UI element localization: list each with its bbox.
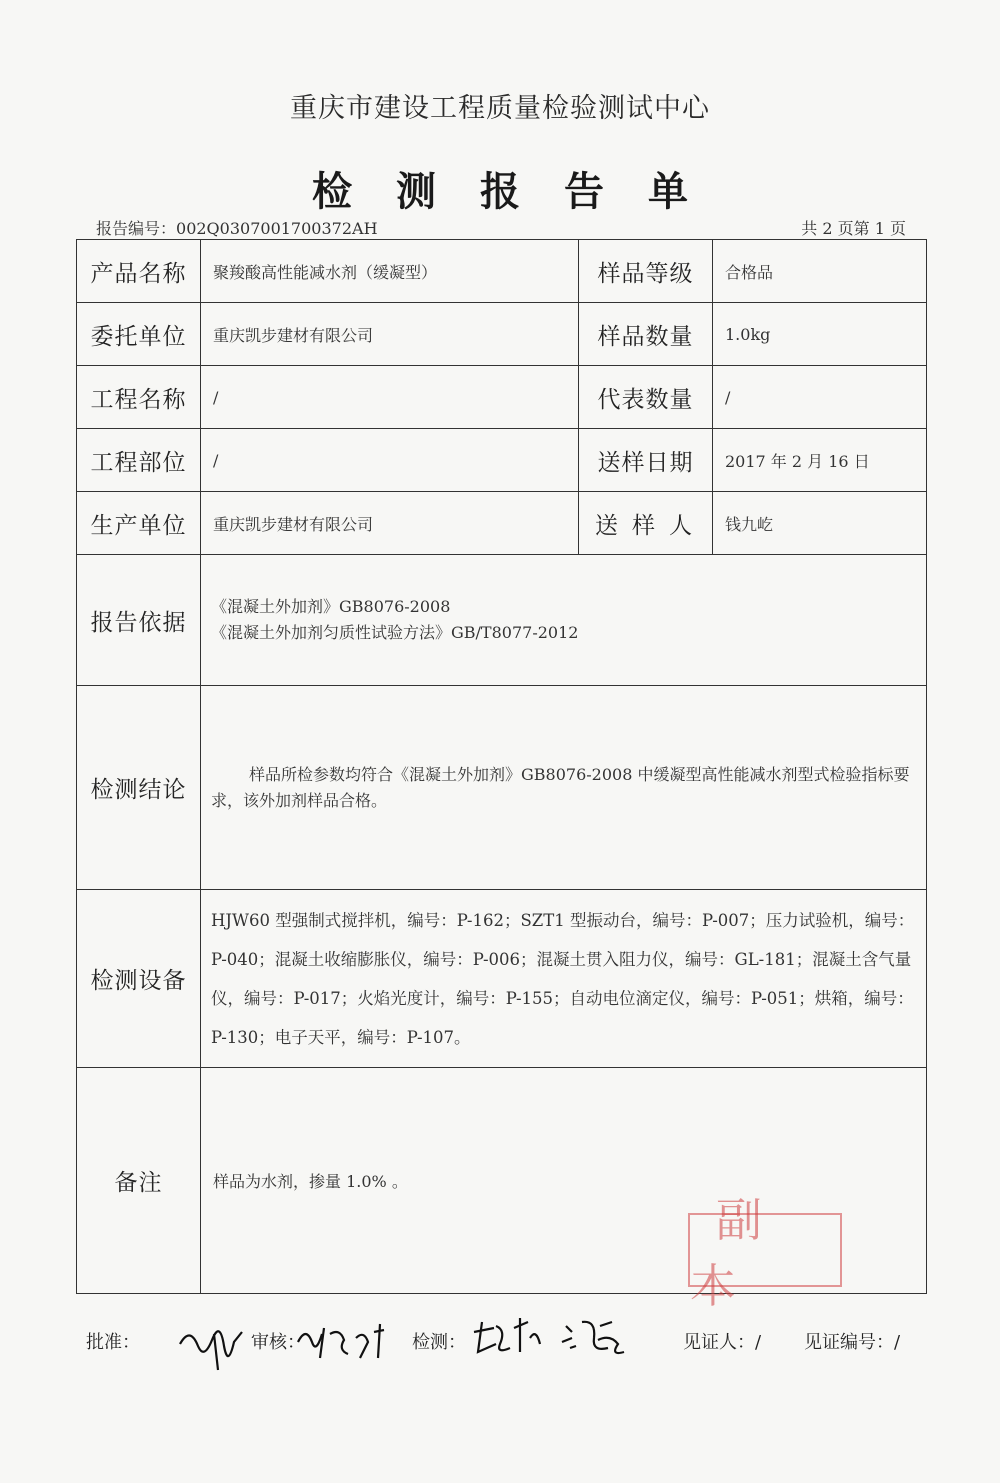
delivery-date-value: 2017 年 2 月 16 日: [713, 429, 927, 492]
delivery-date-label: 送样日期: [579, 429, 713, 492]
remarks-text: 样品为水剂，掺量 1.0% 。: [201, 1068, 927, 1294]
approve-label: 批准：: [86, 1332, 140, 1353]
sample-grade-value: 合格品: [713, 240, 927, 303]
signature-line: [86, 1328, 926, 1368]
project-name-value: /: [201, 366, 579, 429]
conclusion-text: 样品所检参数均符合《混凝土外加剂》GB8076-2008 中缓凝型高性能减水剂型式检验指标要求，该外加剂样品合格。: [201, 686, 927, 890]
basis-line-2: 《混凝土外加剂匀质性试验方法》GB/T8077-2012: [211, 623, 579, 642]
review-signature-icon: [294, 1318, 404, 1368]
project-name-label: 工程名称: [77, 366, 201, 429]
equipment-text: HJW60 型强制式搅拌机，编号：P-162；SZT1 型振动台，编号：P-007；压力试验机，编号：P-040；混凝土收缩膨胀仪，编号：P-006；混凝土贯入阻力仪，编号：GL-181；混凝土含气量仪，编号：P-017；火焰光度计，编号：P-155；自动电位滴定仪，编号：P-051；烘箱，编号：P-130；电子天平，编号：P-107。: [201, 890, 927, 1068]
organization-name: 重庆市建设工程质量检验测试中心: [290, 93, 710, 124]
test-signature-icon: [470, 1312, 650, 1372]
rep-qty-label: 代表数量: [579, 366, 713, 429]
witness-number-label: 见证编号：/: [804, 1332, 901, 1353]
basis-content: [201, 555, 927, 686]
row-conclusion: [77, 686, 927, 890]
copy-stamp: 副本: [688, 1213, 842, 1287]
sample-grade-label: 样品等级: [579, 240, 713, 303]
row-basis: [77, 555, 927, 686]
manufacturer-value: 重庆凯步建材有限公司: [201, 492, 579, 555]
row-project-part: [77, 429, 927, 492]
manufacturer-label: 生产单位: [77, 492, 201, 555]
row-equipment: [77, 890, 927, 1068]
client-label: 委托单位: [77, 303, 201, 366]
report-number: [96, 216, 378, 239]
approve-signature-icon: [174, 1314, 254, 1374]
sender-label: 送样人: [579, 492, 713, 555]
report-number-value: 002Q0307001700372AH: [176, 219, 378, 238]
sample-qty-value: 1.0kg: [713, 303, 927, 366]
row-project-name: [77, 366, 927, 429]
equipment-label: 检测设备: [77, 890, 201, 1068]
project-part-value: /: [201, 429, 579, 492]
page-info: 共 2 页第 1 页: [801, 219, 906, 238]
sample-qty-label: 样品数量: [579, 303, 713, 366]
product-name-label: 产品名称: [77, 240, 201, 303]
row-client: [77, 303, 927, 366]
basis-line-1: 《混凝土外加剂》GB8076-2008: [211, 597, 451, 616]
report-number-label: 报告编号：: [96, 219, 177, 238]
sender-value: 钱九屹: [713, 492, 927, 555]
report-table: [76, 239, 927, 1294]
test-label: 检测：: [412, 1332, 466, 1353]
row-manufacturer: [77, 492, 927, 555]
remarks-label: 备注: [77, 1068, 201, 1294]
document-title: 检测报告单: [312, 168, 732, 215]
rep-qty-value: /: [713, 366, 927, 429]
project-part-label: 工程部位: [77, 429, 201, 492]
witness-label: 见证人：/: [683, 1332, 762, 1353]
row-product: [77, 240, 927, 303]
conclusion-label: 检测结论: [77, 686, 201, 890]
review-label: 审核：: [251, 1332, 305, 1353]
basis-label: 报告依据: [77, 555, 201, 686]
product-name-value: 聚羧酸高性能减水剂（缓凝型）: [201, 240, 579, 303]
client-value: 重庆凯步建材有限公司: [201, 303, 579, 366]
